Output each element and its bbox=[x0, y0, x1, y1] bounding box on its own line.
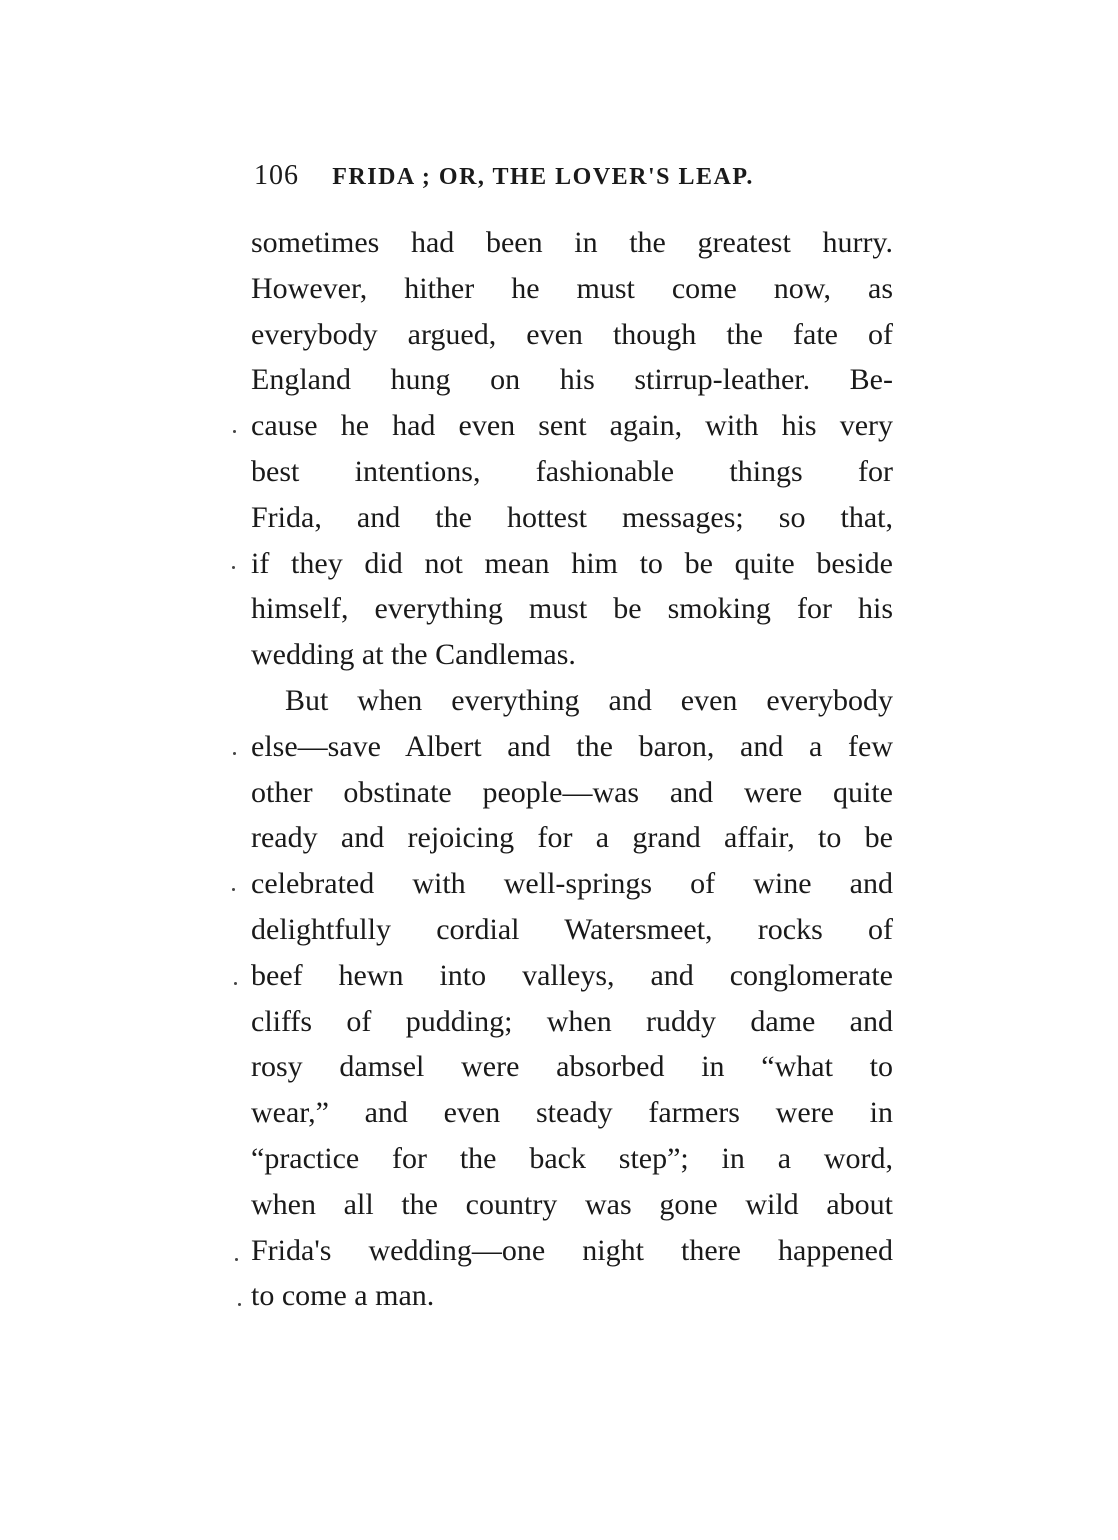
paragraph bbox=[251, 678, 893, 1319]
scan-speck bbox=[234, 982, 237, 985]
text-line: to come a man. bbox=[251, 1279, 435, 1313]
paragraph bbox=[251, 220, 893, 678]
text-line: everybody argued, even though the fate of bbox=[251, 317, 893, 351]
body-text bbox=[251, 220, 893, 1319]
text-line: Frida, and the hottest messages; so that, bbox=[251, 500, 893, 534]
text-line: himself, everything must be smoking for his bbox=[251, 592, 893, 626]
text-line: else—save Albert and the baron, and a few bbox=[251, 729, 893, 763]
scan-speck bbox=[233, 430, 236, 433]
text-line: delightfully cordial Watersmeet, rocks of bbox=[251, 912, 893, 946]
text-line: But when everything and even everybody bbox=[285, 683, 893, 717]
text-line: However, hither he must come now, as bbox=[251, 271, 893, 305]
text-line: beef hewn into valleys, and conglomerate bbox=[251, 958, 893, 992]
text-line: wedding at the Candlemas. bbox=[251, 638, 576, 672]
text-line: England hung on his stirrup-leather. Be- bbox=[251, 363, 893, 397]
text-line: celebrated with well-springs of wine and bbox=[251, 867, 893, 901]
text-line: sometimes had been in the greatest hurry. bbox=[251, 226, 893, 259]
scan-speck bbox=[233, 752, 236, 755]
scan-speck bbox=[232, 888, 235, 891]
running-title: FRIDA ; OR, THE LOVER'S LEAP. bbox=[332, 164, 754, 190]
text-line: wear,” and even steady farmers were in bbox=[251, 1096, 893, 1130]
running-head bbox=[254, 160, 814, 192]
text-line: cause he had even sent again, with his very bbox=[251, 409, 893, 443]
text-line: best intentions, fashionable things for bbox=[251, 454, 893, 488]
text-line: other obstinate people—was and were quite bbox=[251, 775, 893, 809]
text-line: cliffs of pudding; when ruddy dame and bbox=[251, 1004, 893, 1038]
text-line: rosy damsel were absorbed in “what to bbox=[251, 1050, 893, 1084]
scan-speck bbox=[238, 1303, 241, 1306]
scan-speck bbox=[232, 566, 235, 569]
text-line: if they did not mean him to be quite beside bbox=[251, 546, 893, 580]
page-number: 106 bbox=[254, 160, 299, 191]
scan-speck bbox=[235, 1258, 238, 1261]
text-line: “practice for the back step”; in a word, bbox=[251, 1141, 893, 1175]
text-line: when all the country was gone wild about bbox=[251, 1187, 893, 1221]
text-line: Frida's wedding—one night there happened bbox=[251, 1233, 893, 1267]
text-line: ready and rejoicing for a grand affair, to be bbox=[251, 821, 893, 855]
